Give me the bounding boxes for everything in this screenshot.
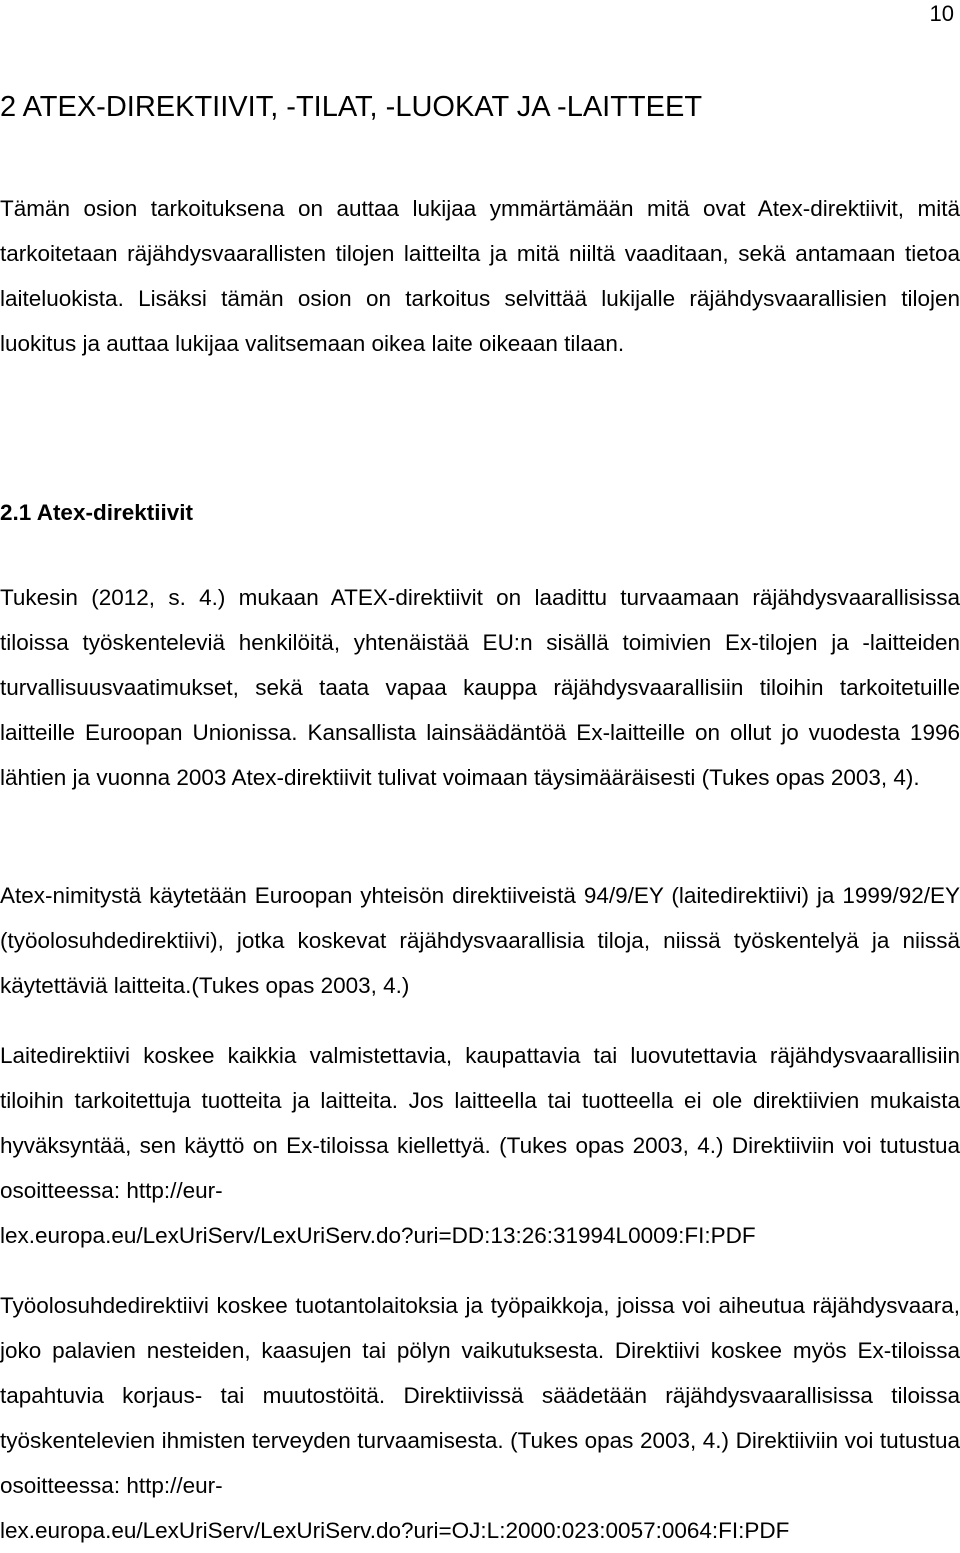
- device-directive-paragraph: [0, 1034, 960, 1259]
- intro-paragraph: Tämän osion tarkoituksena on auttaa lukijaa ymmärtämään mitä ovat Atex-direktiivit, mitä tarkoitetaan räjähdysvaarallisten tilojen laitteilta ja mitä niiltä vaaditaan, sekä antamaan tietoa laiteluokista. Lisäksi tämän osion on tarkoitus selvittää lukijalle räjähdysvaarallisien tilojen luokitus ja auttaa lukijaa valitsemaan oikea laite oikeaan tilaan.: [0, 196, 960, 356]
- workplace-directive-paragraph: [0, 1284, 960, 1553]
- device-directive-text: Laitedirektiivi koskee kaikkia valmistettavia, kaupattavia tai luovutettavia räjähdysvaarallisiin tiloihin tarkoitettuja tuotteita ja laitteita. Jos laitteella tai tuotteella ei ole direktiivien mukaista hyväksyntää, sen käyttö on Ex-tiloissa kiellettyä. (Tukes opas 2003, 4.) Direktiiviin voi tutustua osoitteessa: http://eur-: [0, 1043, 960, 1203]
- workplace-directive-text: Työolosuhdedirektiivi koskee tuotantolaitoksia ja työpaikkoja, joissa voi aiheutua räjähdysvaara, joko palavien nesteiden, kaasujen tai pölyn vaikutuksesta. Direktiivi koskee myös Ex-tiloissa tapahtuvia korjaus- tai muutostöitä. Direktiivissä säädetään räjähdysvaarallisissa tiloissa työskentelevien ihmisten terveyden turvaamisesta. (Tukes opas 2003, 4.) Direktiiviin voi tutustua osoitteessa: http://eur-: [0, 1293, 960, 1498]
- page-number: 10: [929, 1, 954, 26]
- device-directive-url[interactable]: lex.europa.eu/LexUriServ/LexUriServ.do?uri=DD:13:26:31994L0009:FI:PDF: [0, 1222, 756, 1248]
- workplace-directive-url[interactable]: lex.europa.eu/LexUriServ/LexUriServ.do?uri=OJ:L:2000:023:0057:0064:FI:PDF: [0, 1517, 790, 1543]
- atex-tukes-paragraph: Tukesin (2012, s. 4.) mukaan ATEX-direktiivit on laadittu turvaamaan räjähdysvaarallisissa tiloissa työskenteleviä henkilöitä, yhtenäistää EU:n sisällä toimivien Ex-tilojen ja -laitteiden turvallisuusvaatimukset, sekä taata vapaa kauppa räjähdysvaarallisiin tiloihin tarkoitetuille laitteille Euroopan Unionissa. Kansallista lainsäädäntöä Ex-laitteille on ollut jo vuodesta 1996 lähtien ja vuonna 2003 Atex-direktiivit tulivat voimaan täysimääräisesti (Tukes opas 2003, 4).: [0, 585, 960, 790]
- section-title: 2.1 Atex-direktiivit: [0, 500, 193, 525]
- chapter-title: 2 ATEX-DIREKTIIVIT, -TILAT, -LUOKAT JA -LAITTEET: [0, 91, 703, 123]
- atex-naming-paragraph: Atex-nimitystä käytetään Euroopan yhteisön direktiiveistä 94/9/EY (laitedirektiivi) ja 1999/92/EY (työolosuhdedirektiivi), jotka koskevat räjähdysvaarallisia tiloja, niissä työskentelyä ja niissä käytettäviä laitteita.(Tukes opas 2003, 4.): [0, 883, 960, 998]
